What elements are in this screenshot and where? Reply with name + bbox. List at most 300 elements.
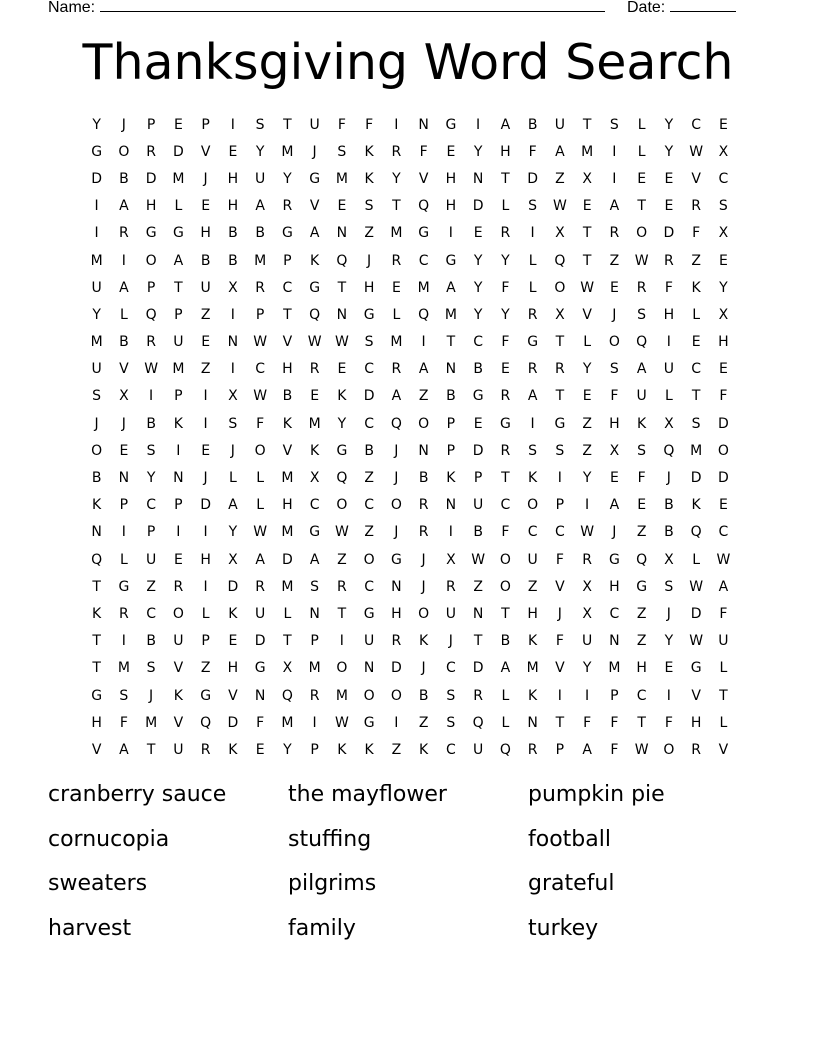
grid-letter[interactable]: R: [309, 361, 320, 378]
grid-letter[interactable]: T: [446, 334, 456, 351]
grid-letter[interactable]: V: [418, 170, 429, 187]
grid-letter[interactable]: V: [200, 143, 211, 160]
grid-letter[interactable]: R: [391, 361, 402, 378]
grid-letter[interactable]: G: [363, 714, 375, 731]
grid-letter[interactable]: P: [174, 306, 183, 323]
grid-letter[interactable]: L: [501, 198, 510, 215]
grid-letter[interactable]: H: [391, 605, 402, 622]
grid-letter[interactable]: O: [499, 551, 511, 568]
grid-letter[interactable]: G: [499, 415, 511, 432]
grid-letter[interactable]: L: [283, 605, 292, 622]
grid-letter[interactable]: Y: [146, 470, 156, 487]
grid-letter[interactable]: O: [608, 334, 620, 351]
grid-letter[interactable]: J: [557, 605, 562, 622]
grid-letter[interactable]: N: [118, 470, 130, 487]
grid-letter[interactable]: E: [637, 497, 647, 514]
grid-letter[interactable]: S: [446, 687, 456, 704]
grid-letter[interactable]: F: [583, 714, 592, 731]
grid-letter[interactable]: I: [230, 116, 235, 133]
grid-letter[interactable]: W: [634, 252, 649, 269]
grid-letter[interactable]: R: [527, 361, 538, 378]
grid-letter[interactable]: J: [203, 170, 208, 187]
grid-letter[interactable]: D: [254, 633, 266, 650]
grid-letter[interactable]: M: [90, 252, 103, 269]
grid-letter[interactable]: U: [636, 388, 647, 405]
grid-letter[interactable]: E: [201, 334, 211, 351]
grid-letter[interactable]: E: [691, 334, 701, 351]
grid-letter[interactable]: B: [200, 252, 211, 269]
grid-letter[interactable]: L: [392, 306, 401, 323]
grid-letter[interactable]: O: [254, 442, 266, 459]
grid-letter[interactable]: T: [501, 470, 510, 487]
grid-letter[interactable]: R: [473, 687, 483, 704]
grid-letter[interactable]: A: [500, 116, 511, 133]
grid-letter[interactable]: S: [119, 687, 129, 704]
grid-letter[interactable]: C: [146, 497, 157, 514]
grid-letter[interactable]: O: [554, 279, 566, 296]
grid-letter[interactable]: Z: [555, 170, 565, 187]
grid-letter[interactable]: L: [528, 279, 537, 296]
grid-letter[interactable]: K: [364, 143, 374, 160]
grid-letter[interactable]: H: [636, 660, 647, 677]
grid-letter[interactable]: D: [717, 470, 729, 487]
grid-letter[interactable]: T: [555, 714, 565, 731]
grid-letter[interactable]: J: [666, 470, 671, 487]
grid-letter[interactable]: N: [609, 633, 620, 650]
grid-letter[interactable]: D: [281, 551, 293, 568]
grid-letter[interactable]: Q: [145, 306, 157, 323]
grid-letter[interactable]: J: [230, 442, 235, 459]
grid-letter[interactable]: T: [392, 198, 401, 215]
grid-letter[interactable]: P: [146, 524, 156, 541]
grid-letter[interactable]: F: [719, 605, 728, 622]
grid-letter[interactable]: V: [718, 741, 729, 758]
grid-letter[interactable]: S: [364, 198, 374, 215]
grid-letter[interactable]: G: [636, 578, 648, 595]
grid-letter[interactable]: I: [203, 388, 208, 405]
grid-letter[interactable]: Y: [719, 279, 728, 296]
grid-letter[interactable]: N: [418, 442, 429, 459]
grid-letter[interactable]: I: [203, 524, 208, 541]
grid-letter[interactable]: T: [582, 225, 592, 242]
grid-letter[interactable]: O: [663, 741, 675, 758]
grid-letter[interactable]: V: [173, 714, 184, 731]
grid-letter[interactable]: G: [690, 660, 702, 677]
grid-letter[interactable]: D: [172, 143, 184, 160]
grid-letter[interactable]: I: [585, 687, 590, 704]
grid-letter[interactable]: E: [473, 225, 483, 242]
date-field[interactable]: [627, 0, 736, 20]
grid-letter[interactable]: Z: [146, 578, 156, 595]
grid-letter[interactable]: R: [146, 334, 156, 351]
grid-letter[interactable]: Y: [664, 633, 674, 650]
grid-letter[interactable]: Y: [92, 116, 101, 133]
grid-letter[interactable]: B: [255, 225, 265, 242]
grid-letter[interactable]: C: [636, 687, 647, 704]
grid-letter[interactable]: R: [309, 687, 320, 704]
grid-letter[interactable]: U: [663, 361, 674, 378]
grid-letter[interactable]: R: [500, 442, 511, 459]
grid-letter[interactable]: E: [718, 361, 728, 378]
grid-letter[interactable]: V: [691, 687, 701, 704]
grid-letter[interactable]: M: [390, 334, 403, 351]
grid-letter[interactable]: S: [255, 116, 265, 133]
grid-letter[interactable]: C: [445, 660, 456, 677]
grid-letter[interactable]: R: [146, 143, 156, 160]
grid-letter[interactable]: R: [337, 578, 347, 595]
grid-letter[interactable]: C: [418, 252, 429, 269]
grid-letter[interactable]: A: [718, 578, 729, 595]
grid-letter[interactable]: U: [364, 633, 375, 650]
grid-letter[interactable]: R: [119, 605, 129, 622]
grid-letter[interactable]: S: [555, 442, 565, 459]
grid-letter[interactable]: I: [94, 225, 99, 242]
grid-letter[interactable]: G: [91, 687, 103, 704]
grid-letter[interactable]: P: [446, 442, 456, 459]
grid-letter[interactable]: T: [501, 170, 510, 187]
grid-letter[interactable]: G: [608, 551, 620, 568]
grid-letter[interactable]: F: [256, 714, 265, 731]
grid-letter[interactable]: C: [500, 497, 511, 514]
grid-letter[interactable]: Y: [582, 660, 592, 677]
grid-letter[interactable]: K: [337, 741, 347, 758]
grid-letter[interactable]: V: [691, 170, 701, 187]
grid-letter[interactable]: Q: [200, 714, 212, 731]
grid-letter[interactable]: E: [337, 361, 347, 378]
grid-letter[interactable]: T: [283, 306, 292, 323]
grid-letter[interactable]: U: [309, 116, 320, 133]
grid-letter[interactable]: K: [337, 388, 347, 405]
grid-letter[interactable]: Z: [364, 524, 374, 541]
grid-letter[interactable]: Y: [473, 252, 483, 269]
grid-letter[interactable]: J: [203, 470, 208, 487]
grid-letter[interactable]: M: [281, 143, 294, 160]
grid-letter[interactable]: B: [282, 388, 293, 405]
grid-letter[interactable]: N: [363, 660, 375, 677]
grid-letter[interactable]: M: [281, 578, 294, 595]
grid-letter[interactable]: I: [203, 415, 208, 432]
grid-letter[interactable]: R: [582, 551, 592, 568]
grid-letter[interactable]: E: [173, 116, 183, 133]
grid-letter[interactable]: M: [581, 143, 594, 160]
grid-letter[interactable]: J: [94, 415, 99, 432]
grid-letter[interactable]: X: [228, 388, 238, 405]
grid-letter[interactable]: H: [718, 334, 729, 351]
grid-letter[interactable]: X: [664, 415, 674, 432]
grid-letter[interactable]: U: [554, 116, 565, 133]
grid-letter[interactable]: V: [119, 361, 129, 378]
grid-letter[interactable]: Q: [499, 741, 511, 758]
grid-letter[interactable]: C: [364, 497, 375, 514]
grid-letter[interactable]: X: [228, 551, 238, 568]
grid-letter[interactable]: M: [281, 714, 294, 731]
grid-letter[interactable]: B: [228, 225, 238, 242]
grid-letter[interactable]: D: [690, 470, 702, 487]
grid-letter[interactable]: O: [418, 415, 430, 432]
grid-letter[interactable]: L: [528, 252, 537, 269]
grid-letter[interactable]: C: [364, 415, 375, 432]
grid-letter[interactable]: Q: [309, 306, 321, 323]
grid-letter[interactable]: B: [664, 497, 674, 514]
grid-letter[interactable]: S: [364, 334, 374, 351]
grid-letter[interactable]: S: [146, 660, 156, 677]
grid-letter[interactable]: U: [473, 741, 484, 758]
grid-letter[interactable]: J: [149, 687, 154, 704]
grid-letter[interactable]: Z: [364, 470, 374, 487]
grid-letter[interactable]: R: [391, 143, 402, 160]
grid-letter[interactable]: L: [501, 714, 510, 731]
grid-letter[interactable]: B: [119, 170, 129, 187]
grid-letter[interactable]: O: [363, 551, 375, 568]
grid-letter[interactable]: I: [448, 524, 453, 541]
grid-letter[interactable]: I: [666, 687, 671, 704]
grid-letter[interactable]: O: [418, 605, 430, 622]
grid-letter[interactable]: K: [446, 470, 456, 487]
grid-letter[interactable]: O: [499, 578, 511, 595]
grid-letter[interactable]: L: [692, 306, 701, 323]
grid-letter[interactable]: B: [228, 252, 238, 269]
grid-letter[interactable]: M: [281, 524, 294, 541]
grid-letter[interactable]: L: [119, 551, 128, 568]
grid-letter[interactable]: A: [446, 279, 456, 296]
grid-letter[interactable]: R: [500, 225, 511, 242]
grid-letter[interactable]: O: [145, 252, 157, 269]
grid-letter[interactable]: V: [309, 198, 320, 215]
grid-letter[interactable]: G: [309, 279, 321, 296]
grid-letter[interactable]: O: [172, 605, 184, 622]
grid-letter[interactable]: C: [309, 497, 320, 514]
grid-letter[interactable]: I: [203, 578, 208, 595]
grid-letter[interactable]: R: [282, 198, 293, 215]
grid-letter[interactable]: Q: [636, 334, 648, 351]
grid-letter[interactable]: S: [718, 198, 728, 215]
grid-letter[interactable]: O: [636, 225, 648, 242]
grid-letter[interactable]: Q: [336, 252, 348, 269]
grid-letter[interactable]: S: [92, 388, 102, 405]
grid-letter[interactable]: W: [253, 524, 268, 541]
grid-letter[interactable]: V: [282, 334, 293, 351]
grid-letter[interactable]: F: [528, 143, 537, 160]
grid-letter[interactable]: W: [253, 388, 268, 405]
grid-letter[interactable]: T: [473, 633, 483, 650]
grid-letter[interactable]: D: [690, 605, 702, 622]
grid-letter[interactable]: H: [609, 578, 620, 595]
grid-letter[interactable]: P: [310, 741, 319, 758]
grid-letter[interactable]: N: [391, 578, 402, 595]
grid-letter[interactable]: N: [227, 334, 239, 351]
grid-letter[interactable]: I: [557, 470, 562, 487]
grid-letter[interactable]: W: [334, 524, 349, 541]
grid-letter[interactable]: D: [91, 170, 103, 187]
grid-letter[interactable]: B: [119, 334, 129, 351]
grid-letter[interactable]: Q: [418, 198, 430, 215]
grid-letter[interactable]: M: [90, 334, 103, 351]
grid-letter[interactable]: K: [173, 415, 183, 432]
grid-letter[interactable]: I: [421, 334, 426, 351]
grid-letter[interactable]: E: [201, 198, 211, 215]
grid-letter[interactable]: C: [445, 741, 456, 758]
grid-letter[interactable]: K: [364, 170, 374, 187]
grid-letter[interactable]: F: [692, 225, 701, 242]
grid-letter[interactable]: U: [173, 334, 184, 351]
grid-letter[interactable]: T: [582, 252, 592, 269]
grid-letter[interactable]: V: [582, 306, 592, 323]
grid-letter[interactable]: A: [500, 660, 511, 677]
grid-letter[interactable]: X: [555, 225, 565, 242]
grid-letter[interactable]: F: [337, 116, 346, 133]
grid-letter[interactable]: Q: [472, 714, 484, 731]
grid-letter[interactable]: I: [612, 170, 617, 187]
grid-letter[interactable]: W: [580, 279, 595, 296]
grid-letter[interactable]: S: [691, 415, 701, 432]
grid-letter[interactable]: H: [200, 225, 211, 242]
grid-letter[interactable]: V: [282, 442, 293, 459]
grid-letter[interactable]: O: [390, 497, 402, 514]
grid-letter[interactable]: T: [92, 660, 101, 677]
grid-letter[interactable]: Q: [636, 551, 648, 568]
grid-letter[interactable]: G: [91, 143, 103, 160]
grid-letter[interactable]: W: [689, 143, 704, 160]
grid-letter[interactable]: N: [91, 524, 102, 541]
grid-letter[interactable]: G: [281, 225, 293, 242]
grid-letter[interactable]: T: [501, 605, 510, 622]
grid-letter[interactable]: H: [282, 497, 293, 514]
grid-letter[interactable]: R: [691, 198, 701, 215]
grid-letter[interactable]: Y: [255, 143, 265, 160]
grid-letter[interactable]: E: [228, 143, 238, 160]
grid-letter[interactable]: Y: [582, 470, 592, 487]
grid-letter[interactable]: D: [717, 415, 729, 432]
grid-letter[interactable]: Y: [501, 252, 510, 269]
grid-letter[interactable]: N: [309, 605, 320, 622]
grid-letter[interactable]: L: [119, 306, 128, 323]
grid-letter[interactable]: L: [501, 687, 510, 704]
grid-letter[interactable]: I: [339, 633, 344, 650]
grid-letter[interactable]: E: [201, 442, 211, 459]
grid-letter[interactable]: B: [664, 524, 674, 541]
grid-letter[interactable]: Z: [418, 388, 429, 405]
grid-letter[interactable]: I: [121, 633, 126, 650]
grid-letter[interactable]: G: [390, 551, 402, 568]
grid-letter[interactable]: U: [473, 497, 484, 514]
grid-letter[interactable]: V: [173, 660, 184, 677]
grid-letter[interactable]: U: [445, 605, 456, 622]
grid-letter[interactable]: K: [528, 470, 538, 487]
grid-letter[interactable]: I: [530, 415, 535, 432]
grid-letter[interactable]: O: [91, 442, 103, 459]
grid-letter[interactable]: L: [228, 470, 237, 487]
grid-letter[interactable]: A: [255, 198, 265, 215]
grid-letter[interactable]: G: [445, 116, 457, 133]
grid-letter[interactable]: M: [417, 279, 430, 296]
grid-letter[interactable]: I: [312, 714, 317, 731]
grid-letter[interactable]: Z: [609, 252, 620, 269]
grid-letter[interactable]: B: [91, 470, 102, 487]
grid-letter[interactable]: D: [145, 170, 157, 187]
grid-letter[interactable]: M: [526, 660, 539, 677]
grid-letter[interactable]: V: [228, 687, 238, 704]
grid-letter[interactable]: L: [201, 605, 210, 622]
grid-letter[interactable]: E: [310, 388, 320, 405]
grid-letter[interactable]: E: [582, 198, 592, 215]
grid-letter[interactable]: H: [445, 198, 457, 215]
grid-letter[interactable]: Q: [336, 470, 348, 487]
grid-letter[interactable]: H: [663, 306, 675, 323]
grid-letter[interactable]: H: [609, 415, 620, 432]
grid-letter[interactable]: M: [172, 361, 185, 378]
grid-letter[interactable]: I: [394, 116, 399, 133]
grid-letter[interactable]: D: [200, 497, 212, 514]
grid-letter[interactable]: G: [472, 388, 484, 405]
grid-letter[interactable]: H: [282, 361, 293, 378]
grid-letter[interactable]: L: [637, 116, 646, 133]
grid-letter[interactable]: X: [555, 306, 565, 323]
grid-letter[interactable]: P: [146, 116, 156, 133]
grid-letter[interactable]: L: [174, 198, 183, 215]
grid-letter[interactable]: S: [310, 578, 320, 595]
grid-letter[interactable]: R: [119, 225, 129, 242]
grid-letter[interactable]: G: [118, 578, 130, 595]
grid-letter[interactable]: K: [419, 633, 429, 650]
grid-letter[interactable]: U: [582, 633, 593, 650]
grid-letter[interactable]: X: [718, 143, 729, 160]
grid-letter[interactable]: T: [337, 605, 347, 622]
grid-letter[interactable]: Y: [283, 741, 292, 758]
grid-letter[interactable]: C: [718, 170, 729, 187]
grid-letter[interactable]: R: [418, 524, 429, 541]
grid-letter[interactable]: X: [446, 551, 456, 568]
grid-letter[interactable]: I: [94, 198, 99, 215]
grid-letter[interactable]: E: [664, 660, 674, 677]
grid-letter[interactable]: B: [527, 116, 538, 133]
grid-letter[interactable]: E: [664, 198, 674, 215]
grid-letter[interactable]: F: [610, 741, 619, 758]
grid-letter[interactable]: E: [391, 279, 401, 296]
grid-letter[interactable]: R: [555, 361, 565, 378]
grid-letter[interactable]: G: [363, 306, 375, 323]
grid-letter[interactable]: S: [228, 415, 238, 432]
grid-letter[interactable]: S: [528, 198, 538, 215]
grid-letter[interactable]: W: [334, 334, 349, 351]
grid-letter[interactable]: J: [394, 442, 399, 459]
grid-letter[interactable]: E: [637, 170, 647, 187]
grid-letter[interactable]: P: [473, 470, 483, 487]
grid-letter[interactable]: M: [308, 415, 321, 432]
grid-letter[interactable]: W: [689, 578, 704, 595]
grid-letter[interactable]: C: [718, 524, 729, 541]
grid-letter[interactable]: I: [585, 497, 590, 514]
grid-letter[interactable]: W: [334, 714, 349, 731]
grid-letter[interactable]: Z: [337, 551, 347, 568]
grid-letter[interactable]: P: [119, 497, 129, 514]
grid-letter[interactable]: F: [555, 633, 564, 650]
grid-letter[interactable]: X: [718, 306, 729, 323]
grid-letter[interactable]: X: [282, 660, 293, 677]
grid-letter[interactable]: Y: [283, 170, 292, 187]
grid-letter[interactable]: P: [610, 687, 619, 704]
grid-letter[interactable]: C: [554, 524, 565, 541]
grid-letter[interactable]: A: [119, 198, 129, 215]
grid-letter[interactable]: M: [390, 225, 403, 242]
grid-letter[interactable]: B: [473, 361, 483, 378]
grid-letter[interactable]: Z: [364, 225, 374, 242]
grid-letter[interactable]: Y: [473, 279, 483, 296]
grid-letter[interactable]: U: [173, 633, 184, 650]
grid-letter[interactable]: A: [391, 388, 402, 405]
grid-letter[interactable]: O: [390, 687, 402, 704]
grid-letter[interactable]: Y: [582, 361, 592, 378]
grid-letter[interactable]: R: [527, 306, 538, 323]
